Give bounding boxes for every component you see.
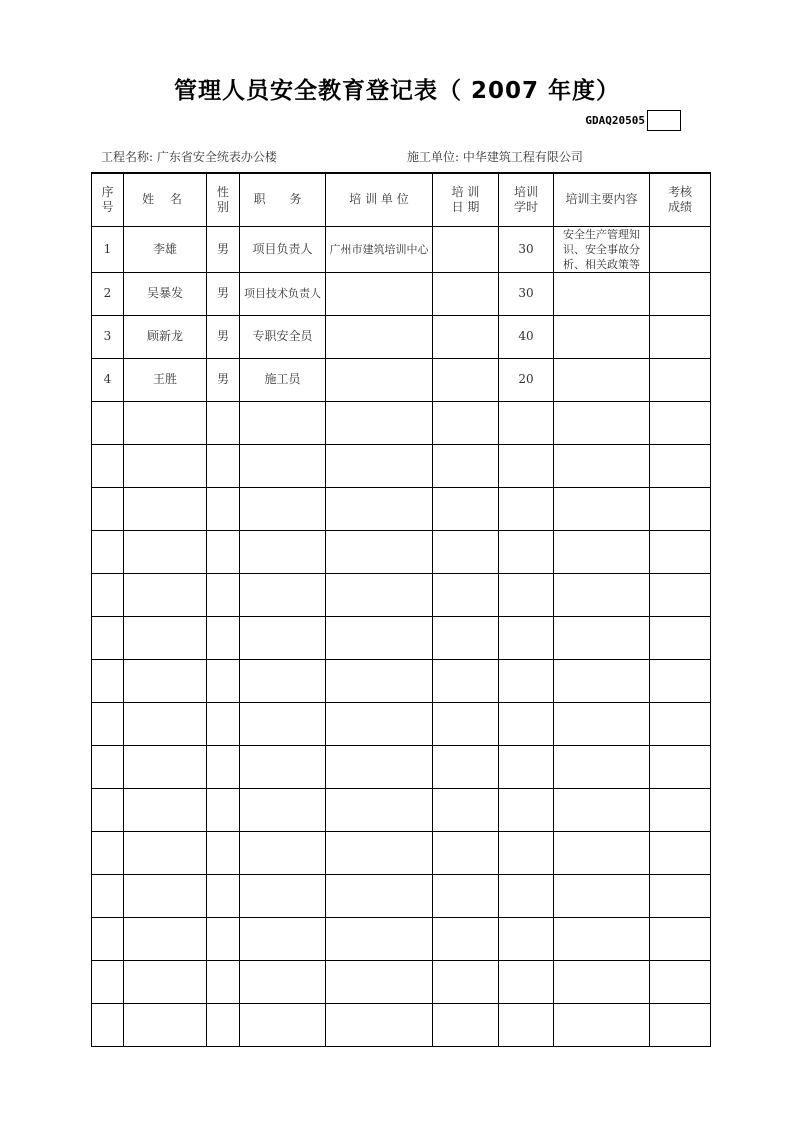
cell-name[interactable] xyxy=(124,573,207,616)
cell-score[interactable] xyxy=(650,401,711,444)
cell-position[interactable] xyxy=(240,487,326,530)
cell-name[interactable] xyxy=(124,530,207,573)
cell-gender[interactable] xyxy=(207,960,240,1003)
table-row-empty xyxy=(92,1003,711,1046)
cell-training-unit[interactable] xyxy=(326,315,433,358)
cell-training-unit[interactable] xyxy=(326,702,433,745)
cell-position[interactable] xyxy=(240,530,326,573)
table-row xyxy=(92,272,711,315)
cell-position[interactable]: 施工员 xyxy=(240,358,326,401)
cell-seq[interactable]: 1 xyxy=(92,226,124,272)
cell-training-hours[interactable]: 20 xyxy=(499,358,554,401)
table-row-empty xyxy=(92,960,711,1003)
cell-gender[interactable] xyxy=(207,745,240,788)
cell-training-date[interactable] xyxy=(433,831,499,874)
table-row-empty xyxy=(92,745,711,788)
cell-training-content[interactable] xyxy=(554,573,650,616)
cell-training-date[interactable] xyxy=(433,788,499,831)
header-training-unit: 培 训 单 位 xyxy=(326,173,433,226)
cell-training-hours[interactable]: 30 xyxy=(499,226,554,272)
cell-training-content[interactable] xyxy=(554,1003,650,1046)
table-row xyxy=(92,358,711,401)
cell-position[interactable] xyxy=(240,573,326,616)
cell-name[interactable] xyxy=(124,702,207,745)
cell-gender[interactable] xyxy=(207,659,240,702)
cell-position[interactable] xyxy=(240,616,326,659)
table-row-empty xyxy=(92,573,711,616)
cell-position[interactable] xyxy=(240,659,326,702)
cell-seq[interactable] xyxy=(92,401,124,444)
cell-position[interactable] xyxy=(240,960,326,1003)
cell-training-content[interactable] xyxy=(554,315,650,358)
table-row xyxy=(92,226,711,272)
cell-training-hours[interactable] xyxy=(499,401,554,444)
cell-training-hours[interactable] xyxy=(499,573,554,616)
cell-training-date[interactable] xyxy=(433,874,499,917)
table-row-empty xyxy=(92,616,711,659)
cell-training-content[interactable] xyxy=(554,788,650,831)
cell-seq[interactable]: 4 xyxy=(92,358,124,401)
cell-training-content[interactable] xyxy=(554,745,650,788)
cell-seq[interactable] xyxy=(92,788,124,831)
cell-score[interactable] xyxy=(650,917,711,960)
cell-name[interactable] xyxy=(124,960,207,1003)
header-training-date: 培 训 日 期 xyxy=(433,173,499,226)
header-position: 职 务 xyxy=(240,173,326,226)
cell-gender[interactable] xyxy=(207,444,240,487)
cell-training-hours[interactable] xyxy=(499,487,554,530)
cell-name[interactable]: 吴暴发 xyxy=(124,272,207,315)
cell-seq[interactable] xyxy=(92,530,124,573)
page-title: 管理人员安全教育登记表（ 2007 年度） xyxy=(173,78,621,104)
cell-training-content[interactable] xyxy=(554,444,650,487)
form-code-block xyxy=(585,110,681,131)
cell-position[interactable] xyxy=(240,702,326,745)
cell-score[interactable] xyxy=(650,745,711,788)
cell-training-hours[interactable] xyxy=(499,702,554,745)
cell-training-date[interactable] xyxy=(433,917,499,960)
cell-position[interactable] xyxy=(240,831,326,874)
table-row-empty xyxy=(92,401,711,444)
cell-training-content[interactable] xyxy=(554,831,650,874)
cell-training-unit[interactable] xyxy=(326,788,433,831)
cell-gender[interactable]: 男 xyxy=(207,226,240,272)
header-score: 考核 成绩 xyxy=(650,173,711,226)
cell-seq[interactable] xyxy=(92,487,124,530)
cell-score[interactable] xyxy=(650,444,711,487)
cell-training-content[interactable] xyxy=(554,487,650,530)
cell-score[interactable] xyxy=(650,315,711,358)
cell-training-content[interactable] xyxy=(554,530,650,573)
cell-training-date[interactable] xyxy=(433,226,499,272)
cell-training-hours[interactable] xyxy=(499,616,554,659)
header-gender: 性 别 xyxy=(207,173,240,226)
cell-training-content[interactable] xyxy=(554,616,650,659)
cell-seq[interactable] xyxy=(92,874,124,917)
cell-training-date[interactable] xyxy=(433,358,499,401)
header-name: 姓 名 xyxy=(124,173,207,226)
cell-name[interactable] xyxy=(124,917,207,960)
cell-seq[interactable] xyxy=(92,573,124,616)
cell-training-unit[interactable] xyxy=(326,487,433,530)
cell-training-hours[interactable] xyxy=(499,874,554,917)
cell-training-hours[interactable] xyxy=(499,659,554,702)
table-row-empty xyxy=(92,530,711,573)
cell-training-date[interactable] xyxy=(433,315,499,358)
cell-training-hours[interactable]: 40 xyxy=(499,315,554,358)
cell-name[interactable] xyxy=(124,487,207,530)
cell-score[interactable] xyxy=(650,358,711,401)
cell-score[interactable] xyxy=(650,1003,711,1046)
cell-position[interactable]: 项目技术负责人 xyxy=(240,272,326,315)
table-row xyxy=(92,315,711,358)
cell-gender[interactable]: 男 xyxy=(207,315,240,358)
cell-training-content[interactable] xyxy=(554,659,650,702)
cell-position[interactable]: 专职安全员 xyxy=(240,315,326,358)
cell-training-unit[interactable] xyxy=(326,1003,433,1046)
cell-score[interactable] xyxy=(650,874,711,917)
cell-seq[interactable]: 3 xyxy=(92,315,124,358)
cell-training-date[interactable] xyxy=(433,1003,499,1046)
cell-training-hours[interactable] xyxy=(499,788,554,831)
cell-training-date[interactable] xyxy=(433,960,499,1003)
table-row-empty xyxy=(92,659,711,702)
cell-position[interactable] xyxy=(240,1003,326,1046)
cell-gender[interactable] xyxy=(207,874,240,917)
cell-score[interactable] xyxy=(650,226,711,272)
cell-position[interactable] xyxy=(240,874,326,917)
header-training-hours: 培训 学时 xyxy=(499,173,554,226)
cell-score[interactable] xyxy=(650,659,711,702)
cell-training-hours[interactable] xyxy=(499,444,554,487)
cell-training-content[interactable] xyxy=(554,917,650,960)
cell-score[interactable] xyxy=(650,788,711,831)
construction-company: 施工单位: 中华建筑工程有限公司 xyxy=(407,150,583,164)
cell-name[interactable]: 顾新龙 xyxy=(124,315,207,358)
cell-gender[interactable] xyxy=(207,788,240,831)
cell-training-content[interactable] xyxy=(554,272,650,315)
cell-name[interactable]: 王胜 xyxy=(124,358,207,401)
cell-position[interactable] xyxy=(240,401,326,444)
cell-training-date[interactable] xyxy=(433,444,499,487)
cell-position[interactable] xyxy=(240,788,326,831)
cell-name[interactable] xyxy=(124,659,207,702)
cell-name[interactable] xyxy=(124,831,207,874)
cell-name[interactable] xyxy=(124,788,207,831)
cell-training-unit[interactable] xyxy=(326,358,433,401)
cell-seq[interactable] xyxy=(92,917,124,960)
cell-name[interactable]: 李雄 xyxy=(124,226,207,272)
cell-training-date[interactable] xyxy=(433,702,499,745)
cell-training-hours[interactable] xyxy=(499,831,554,874)
cell-gender[interactable] xyxy=(207,616,240,659)
table-row-empty xyxy=(92,702,711,745)
cell-name[interactable] xyxy=(124,874,207,917)
cell-score[interactable] xyxy=(650,530,711,573)
project-name: 工程名称: 广东省安全统表办公楼 xyxy=(101,150,277,164)
cell-training-date[interactable] xyxy=(433,745,499,788)
cell-training-content[interactable] xyxy=(554,358,650,401)
cell-training-hours[interactable] xyxy=(499,1003,554,1046)
cell-training-date[interactable] xyxy=(433,272,499,315)
cell-gender[interactable] xyxy=(207,530,240,573)
table-row-empty xyxy=(92,874,711,917)
cell-training-date[interactable] xyxy=(433,659,499,702)
cell-seq[interactable] xyxy=(92,702,124,745)
cell-seq[interactable] xyxy=(92,745,124,788)
cell-score[interactable] xyxy=(650,702,711,745)
cell-training-hours[interactable] xyxy=(499,960,554,1003)
cell-training-content[interactable] xyxy=(554,702,650,745)
cell-score[interactable] xyxy=(650,487,711,530)
cell-gender[interactable] xyxy=(207,487,240,530)
header-seq: 序 号 xyxy=(92,173,124,226)
cell-position[interactable] xyxy=(240,444,326,487)
cell-training-unit[interactable] xyxy=(326,874,433,917)
cell-gender[interactable] xyxy=(207,702,240,745)
header-training-content: 培训主要内容 xyxy=(554,173,650,226)
cell-score[interactable] xyxy=(650,272,711,315)
cell-gender[interactable] xyxy=(207,831,240,874)
cell-training-hours[interactable] xyxy=(499,530,554,573)
cell-training-content[interactable] xyxy=(554,874,650,917)
cell-training-unit[interactable] xyxy=(326,917,433,960)
table-row-empty xyxy=(92,444,711,487)
cell-training-content[interactable]: 安全生产管理知识、安全事故分析、相关政策等 xyxy=(554,226,650,272)
cell-score[interactable] xyxy=(650,616,711,659)
cell-seq[interactable] xyxy=(92,444,124,487)
cell-training-hours[interactable] xyxy=(499,745,554,788)
cell-training-unit[interactable] xyxy=(326,401,433,444)
cell-seq[interactable] xyxy=(92,960,124,1003)
cell-training-hours[interactable]: 30 xyxy=(499,272,554,315)
cell-position[interactable]: 项目负责人 xyxy=(240,226,326,272)
cell-training-date[interactable] xyxy=(433,616,499,659)
cell-training-content[interactable] xyxy=(554,401,650,444)
cell-training-unit[interactable] xyxy=(326,616,433,659)
cell-name[interactable] xyxy=(124,616,207,659)
cell-score[interactable] xyxy=(650,831,711,874)
register-table xyxy=(91,172,711,1047)
cell-gender[interactable] xyxy=(207,401,240,444)
cell-gender[interactable] xyxy=(207,573,240,616)
cell-training-unit[interactable] xyxy=(326,272,433,315)
cell-gender[interactable] xyxy=(207,917,240,960)
cell-score[interactable] xyxy=(650,573,711,616)
cell-name[interactable] xyxy=(124,444,207,487)
cell-name[interactable] xyxy=(124,1003,207,1046)
cell-gender[interactable] xyxy=(207,1003,240,1046)
cell-position[interactable] xyxy=(240,745,326,788)
cell-training-unit[interactable]: 广州市建筑培训中心 xyxy=(326,226,433,272)
cell-seq[interactable] xyxy=(92,616,124,659)
cell-seq[interactable] xyxy=(92,659,124,702)
cell-name[interactable] xyxy=(124,745,207,788)
table-row-empty xyxy=(92,831,711,874)
table-header-row xyxy=(92,173,711,226)
form-code-box[interactable] xyxy=(647,110,681,131)
cell-gender[interactable]: 男 xyxy=(207,272,240,315)
cell-seq[interactable] xyxy=(92,1003,124,1046)
cell-gender[interactable]: 男 xyxy=(207,358,240,401)
cell-seq[interactable]: 2 xyxy=(92,272,124,315)
cell-training-date[interactable] xyxy=(433,401,499,444)
cell-training-date[interactable] xyxy=(433,530,499,573)
form-code: GDAQ20505 xyxy=(585,114,645,127)
cell-training-unit[interactable] xyxy=(326,444,433,487)
cell-training-content[interactable] xyxy=(554,960,650,1003)
cell-training-unit[interactable] xyxy=(326,573,433,616)
table-row-empty xyxy=(92,788,711,831)
cell-training-unit[interactable] xyxy=(326,530,433,573)
cell-training-unit[interactable] xyxy=(326,659,433,702)
cell-name[interactable] xyxy=(124,401,207,444)
table-row-empty xyxy=(92,487,711,530)
cell-training-unit[interactable] xyxy=(326,745,433,788)
cell-training-hours[interactable] xyxy=(499,917,554,960)
cell-score[interactable] xyxy=(650,960,711,1003)
cell-training-unit[interactable] xyxy=(326,960,433,1003)
cell-seq[interactable] xyxy=(92,831,124,874)
cell-training-unit[interactable] xyxy=(326,831,433,874)
table-row-empty xyxy=(92,917,711,960)
cell-position[interactable] xyxy=(240,917,326,960)
cell-training-date[interactable] xyxy=(433,487,499,530)
cell-training-date[interactable] xyxy=(433,573,499,616)
